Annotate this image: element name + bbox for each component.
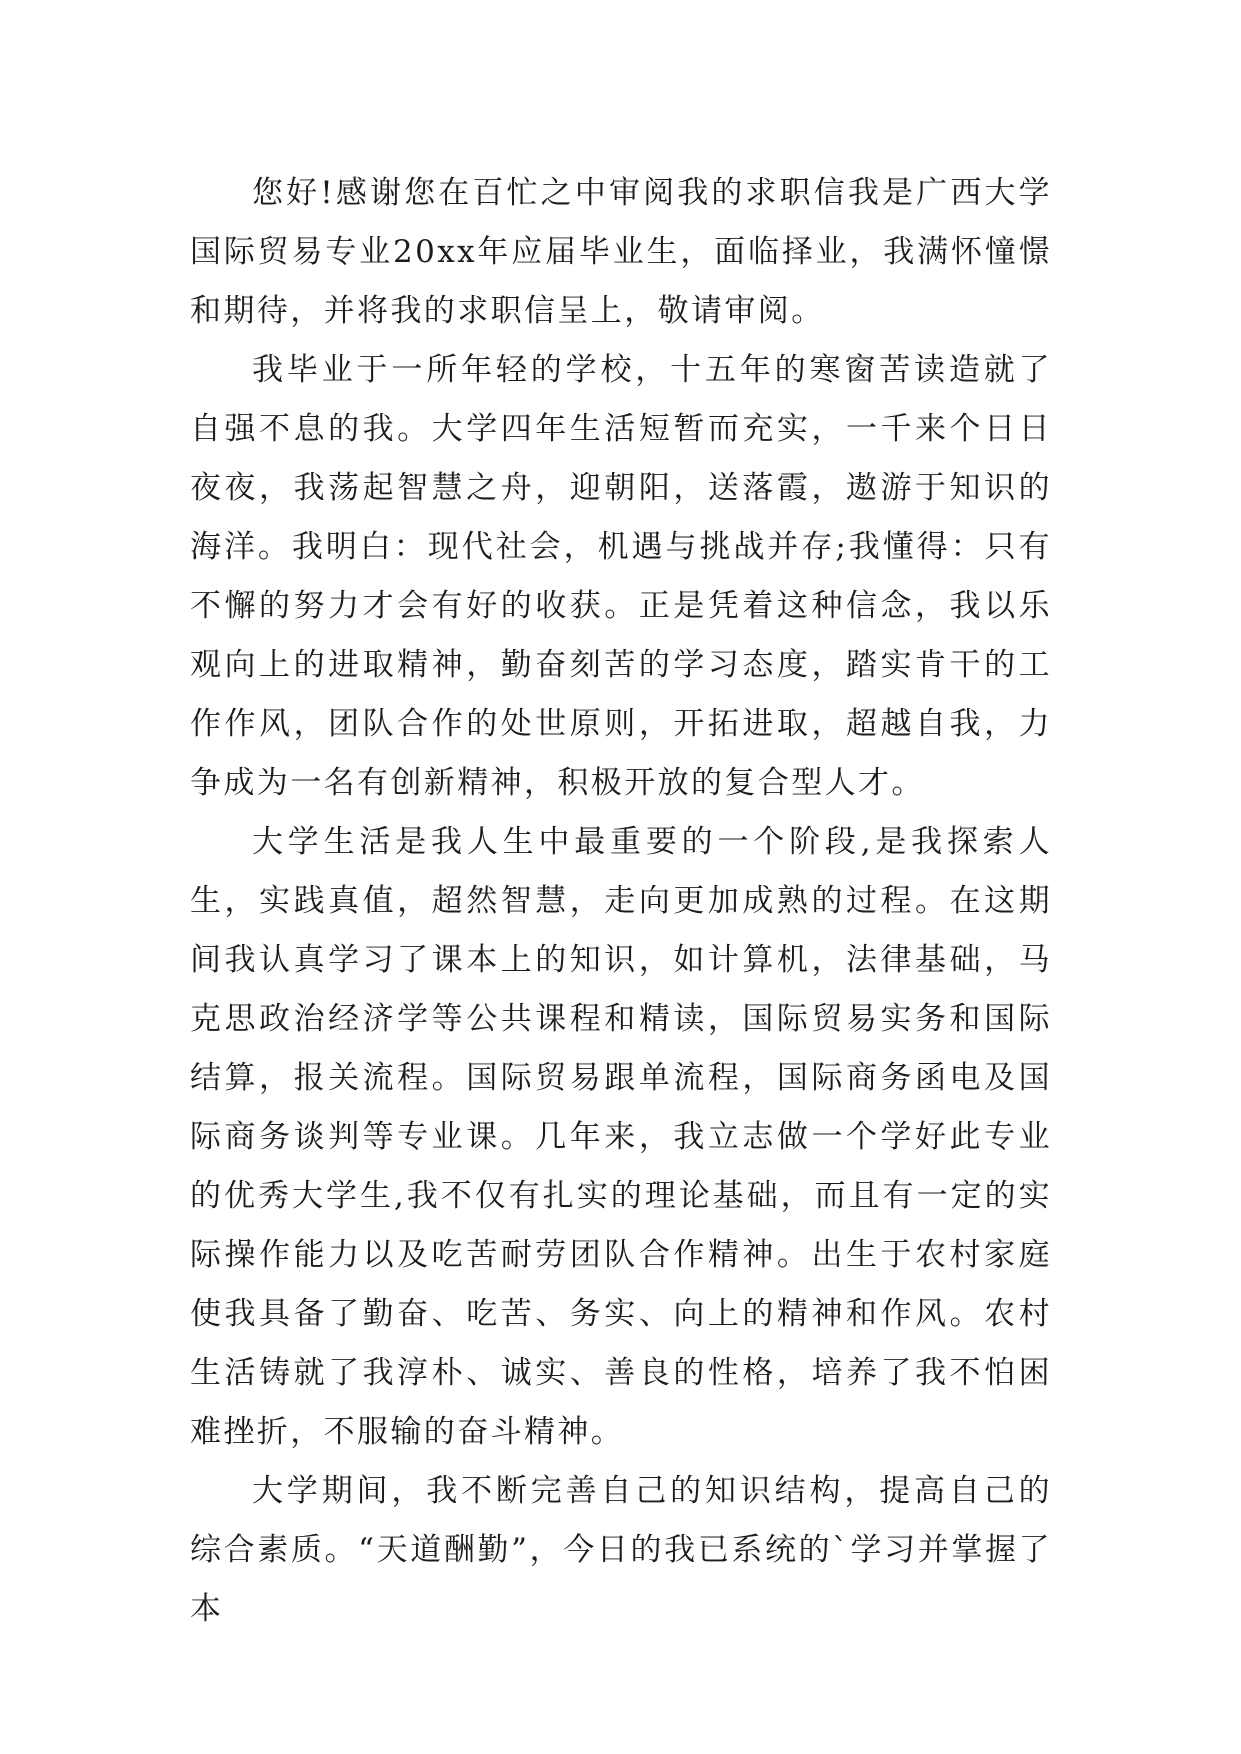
paragraph-university-life: 大学生活是我人生中最重要的一个阶段,是我探索人生，实践真值，超然智慧，走向更加成熟的过程。在这期间我认真学习了课本上的知识，如计算机，法律基础，马克思政治经济学等公共课程和精读，国际贸易实务和国际结算，报关流程。国际贸易跟单流程，国际商务函电及国际商务谈判等专业课。几年来，我立志做一个学好此专业的优秀大学生,我不仅有扎实的理论基础，而且有一定的实际操作能力以及吃苦耐劳团队合作精神。出生于农村家庭使我具备了勤奋、吃苦、务实、向上的精神和作风。农村生活铸就了我淳朴、诚实、善良的性格，培养了我不怕困难挫折，不服输的奋斗精神。 [190, 824, 1052, 1450]
letter-body [190, 164, 1052, 1639]
paragraph-skills: 大学期间，我不断完善自己的知识结构，提高自己的综合素质。“天道酬勤”，今日的我已系统的`学习并掌握了本 [190, 1473, 1052, 1627]
paragraph-education: 我毕业于一所年轻的学校，十五年的寒窗苦读造就了自强不息的我。大学四年生活短暂而充实，一千来个日日夜夜，我荡起智慧之舟，迎朝阳，送落霞，遨游于知识的海洋。我明白：现代社会，机遇与挑战并存;我懂得：只有不懈的努力才会有好的收获。正是凭着这种信念，我以乐观向上的进取精神，勤奋刻苦的学习态度，踏实肯干的工作作风，团队合作的处世原则，开拓进取，超越自我，力争成为一名有创新精神，积极开放的复合型人才。 [190, 352, 1052, 801]
paragraph-greeting: 您好!感谢您在百忙之中审阅我的求职信我是广西大学国际贸易专业20xx年应届毕业生，面临择业，我满怀憧憬和期待，并将我的求职信呈上，敬请审阅。 [190, 175, 1052, 329]
